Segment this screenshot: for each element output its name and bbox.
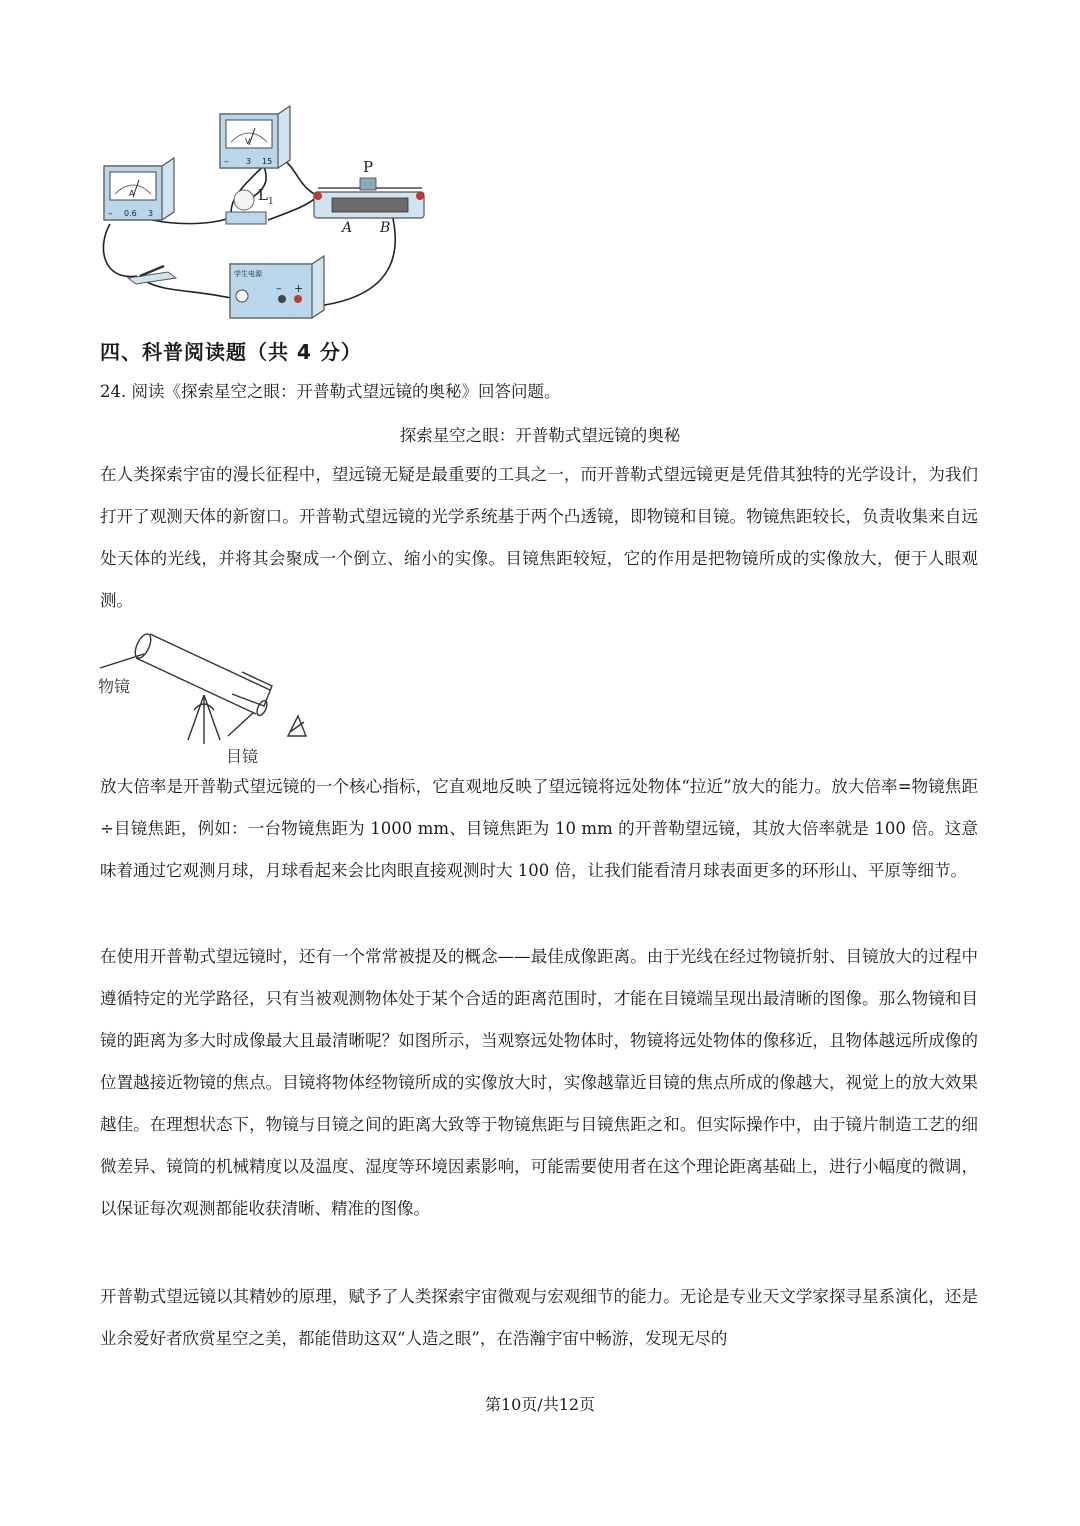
light-bulb — [226, 186, 274, 224]
svg-text:–: – — [224, 157, 229, 167]
question-text: 24. 阅读《探索星空之眼：开普勒式望远镜的奥秘》回答问题。 — [100, 382, 561, 401]
article-paragraph-2: 放大倍率是开普勒式望远镜的一个核心指标，它直观地反映了望远镜将远处物体“拉近”放大的能力。放大倍率=物镜焦距÷目镜焦距，例如：一台物镜焦距为 1000 mm、目镜焦距为 10 mm 的开普勒望远镜，其放大倍率就是 100 倍。这意味着通过它观测月球，月球看起来会比肉眼直接观测时大 100 倍，让我们能看清月球表面更多的环形山、平原等细节。 — [100, 777, 978, 880]
svg-text:+: + — [294, 282, 304, 295]
rheostat — [314, 158, 424, 236]
telescope-figure — [92, 620, 332, 770]
svg-text:3: 3 — [246, 157, 252, 166]
svg-text:–: – — [276, 282, 282, 295]
svg-text:0.6: 0.6 — [124, 209, 137, 218]
switch — [128, 266, 176, 284]
objective-lens-label: 物镜 — [98, 677, 131, 696]
svg-text:3: 3 — [148, 209, 154, 218]
bulb-label: L — [258, 186, 268, 204]
page-number: 第10页/共12页 — [484, 1395, 596, 1414]
ammeter-symbol: A — [129, 189, 135, 198]
slider-label-p: P — [363, 158, 374, 176]
power-supply — [230, 256, 324, 318]
eyepiece-label: 目镜 — [226, 747, 259, 766]
section-title: 四、科普阅读题（共 4 分） — [100, 340, 362, 364]
article-title: 探索星空之眼：开普勒式望远镜的奥秘 — [399, 426, 681, 445]
voltmeter-symbol: V — [245, 137, 251, 146]
voltmeter — [220, 106, 290, 168]
article-paragraph-4: 开普勒式望远镜以其精妙的原理，赋予了人类探索宇宙微观与宏观细节的能力。无论是专业天文学家探寻星系演化，还是业余爱好者欣赏星空之美，都能借助这双“人造之眼”，在浩瀚宇宙中畅游，发现无尽的 — [100, 1287, 978, 1348]
article-paragraph-3: 在使用开普勒式望远镜时，还有一个常常被提及的概念——最佳成像距离。由于光线在经过物镜折射、目镜放大的过程中遵循特定的光学路径，只有当被观测物体处于某个合适的距离范围时，才能在目镜端呈现出最清晰的图像。那么物镜和目镜的距离为多大时成像最大且最清晰呢？如图所示，当观察远处物体时，物镜将远处物体的像移近，且物体越远所成像的位置越接近物镜的焦点。目镜将物体经物镜所成的实像放大时，实像越靠近目镜的焦点所成的像越大，视觉上的放大效果越佳。在理想状态下，物镜与目镜之间的距离大致等于物镜焦距与目镜焦距之和。但实际操作中，由于镜片制造工艺的细微差异、镜筒的机械精度以及温度、湿度等环境因素影响，可能需要使用者在这个理论距离基础上，进行小幅度的微调，以保证每次观测都能收获清晰、精准的图像。 — [100, 947, 978, 1218]
svg-text:15: 15 — [262, 157, 273, 166]
svg-text:–: – — [108, 209, 113, 219]
terminal-label-a: A — [342, 220, 353, 236]
article-paragraph-1: 在人类探索宇宙的漫长征程中，望远镜无疑是最重要的工具之一，而开普勒式望远镜更是凭借其独特的光学设计，为我们打开了观测天体的新窗口。开普勒式望远镜的光学系统基于两个凸透镜，即物镜和目镜。物镜焦距较长，负责收集来自远处天体的光线，并将其会聚成一个倒立、缩小的实像。目镜焦距较短，它的作用是把物镜所成的实像放大，便于人眼观测。 — [100, 465, 978, 610]
power-supply-name: 学生电源 — [234, 270, 262, 278]
bulb-label-sub: 1 — [268, 197, 274, 207]
ammeter — [104, 158, 174, 220]
circuit-diagram — [92, 96, 442, 332]
terminal-label-b: B — [380, 220, 391, 236]
